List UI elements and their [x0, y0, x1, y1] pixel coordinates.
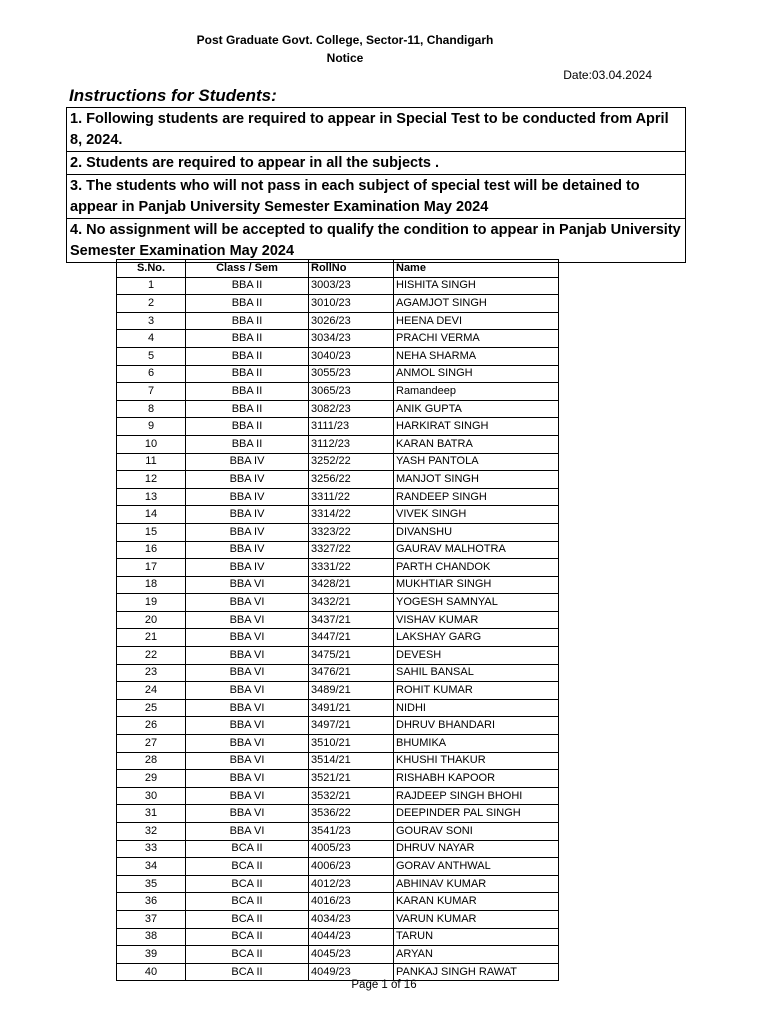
cell-sno: 12 — [117, 471, 186, 489]
table-row — [117, 752, 559, 770]
cell-rollno: 3112/23 — [309, 435, 394, 453]
cell-rollno: 3082/23 — [309, 400, 394, 418]
cell-sno: 32 — [117, 823, 186, 841]
table-row — [117, 594, 559, 612]
cell-sno: 31 — [117, 805, 186, 823]
cell-sno: 2 — [117, 295, 186, 313]
cell-name: ANMOL SINGH — [394, 365, 559, 383]
cell-rollno: 3256/22 — [309, 471, 394, 489]
cell-sno: 24 — [117, 682, 186, 700]
table-row — [117, 664, 559, 682]
cell-rollno: 3489/21 — [309, 682, 394, 700]
cell-class: BBA VI — [186, 594, 309, 612]
cell-name: PRACHI VERMA — [394, 330, 559, 348]
cell-name: KARAN KUMAR — [394, 893, 559, 911]
cell-rollno: 3010/23 — [309, 295, 394, 313]
table-row — [117, 383, 559, 401]
cell-rollno: 4045/23 — [309, 946, 394, 964]
cell-sno: 1 — [117, 277, 186, 295]
cell-rollno: 4005/23 — [309, 840, 394, 858]
table-row — [117, 453, 559, 471]
table-row — [117, 347, 559, 365]
cell-rollno: 3026/23 — [309, 312, 394, 330]
table-row — [117, 770, 559, 788]
cell-sno: 18 — [117, 576, 186, 594]
table-row — [117, 435, 559, 453]
table-row — [117, 928, 559, 946]
table-row — [117, 277, 559, 295]
table-row — [117, 858, 559, 876]
cell-class: BCA II — [186, 840, 309, 858]
cell-class: BBA IV — [186, 541, 309, 559]
cell-sno: 36 — [117, 893, 186, 911]
cell-class: BBA II — [186, 435, 309, 453]
cell-rollno: 3311/22 — [309, 488, 394, 506]
table-row — [117, 541, 559, 559]
cell-class: BCA II — [186, 946, 309, 964]
cell-sno: 15 — [117, 523, 186, 541]
table-row — [117, 805, 559, 823]
column-header-class: Class / Sem — [186, 260, 309, 278]
cell-class: BBA VI — [186, 664, 309, 682]
cell-name: VARUN KUMAR — [394, 910, 559, 928]
cell-sno: 16 — [117, 541, 186, 559]
cell-rollno: 3331/22 — [309, 559, 394, 577]
cell-name: HISHITA SINGH — [394, 277, 559, 295]
cell-sno: 19 — [117, 594, 186, 612]
table-row — [117, 365, 559, 383]
cell-rollno: 3532/21 — [309, 787, 394, 805]
page-number: Page 1 of 16 — [351, 979, 417, 991]
cell-name: GORAV ANTHWAL — [394, 858, 559, 876]
cell-name: DEEPINDER PAL SINGH — [394, 805, 559, 823]
cell-class: BBA VI — [186, 647, 309, 665]
table-row — [117, 735, 559, 753]
cell-class: BBA II — [186, 330, 309, 348]
cell-sno: 25 — [117, 699, 186, 717]
cell-rollno: 3428/21 — [309, 576, 394, 594]
table-header-row — [117, 260, 559, 278]
cell-rollno: 4012/23 — [309, 875, 394, 893]
table-row — [117, 840, 559, 858]
cell-name: ABHINAV KUMAR — [394, 875, 559, 893]
cell-name: ARYAN — [394, 946, 559, 964]
cell-name: LAKSHAY GARG — [394, 629, 559, 647]
cell-name: RANDEEP SINGH — [394, 488, 559, 506]
cell-class: BBA VI — [186, 805, 309, 823]
table-row — [117, 699, 559, 717]
cell-sno: 7 — [117, 383, 186, 401]
cell-rollno: 3476/21 — [309, 664, 394, 682]
cell-name: TARUN — [394, 928, 559, 946]
cell-sno: 4 — [117, 330, 186, 348]
cell-rollno: 4016/23 — [309, 893, 394, 911]
cell-class: BBA II — [186, 347, 309, 365]
cell-class: BBA IV — [186, 506, 309, 524]
cell-sno: 10 — [117, 435, 186, 453]
cell-name: RAJDEEP SINGH BHOHI — [394, 787, 559, 805]
cell-name: YOGESH SAMNYAL — [394, 594, 559, 612]
table-row — [117, 506, 559, 524]
table-row — [117, 312, 559, 330]
cell-name: BHUMIKA — [394, 735, 559, 753]
cell-sno: 22 — [117, 647, 186, 665]
cell-rollno: 3475/21 — [309, 647, 394, 665]
cell-sno: 33 — [117, 840, 186, 858]
cell-rollno: 3323/22 — [309, 523, 394, 541]
table-row — [117, 611, 559, 629]
cell-class: BCA II — [186, 875, 309, 893]
instruction-item: 1. Following students are required to appear in Special Test to be conducted from April 8, 2024. — [67, 108, 685, 152]
table-row — [117, 418, 559, 436]
cell-rollno: 3111/23 — [309, 418, 394, 436]
cell-class: BBA IV — [186, 453, 309, 471]
cell-class: BBA VI — [186, 682, 309, 700]
cell-rollno: 4034/23 — [309, 910, 394, 928]
table-row — [117, 295, 559, 313]
cell-rollno: 3497/21 — [309, 717, 394, 735]
cell-sno: 14 — [117, 506, 186, 524]
cell-class: BBA II — [186, 295, 309, 313]
cell-name: DHRUV NAYAR — [394, 840, 559, 858]
cell-name: ANIK GUPTA — [394, 400, 559, 418]
cell-rollno: 3491/21 — [309, 699, 394, 717]
cell-rollno: 3536/22 — [309, 805, 394, 823]
table-row — [117, 823, 559, 841]
cell-rollno: 3252/22 — [309, 453, 394, 471]
cell-name: HARKIRAT SINGH — [394, 418, 559, 436]
cell-name: NIDHI — [394, 699, 559, 717]
table-row — [117, 559, 559, 577]
cell-class: BBA VI — [186, 823, 309, 841]
cell-name: DHRUV BHANDARI — [394, 717, 559, 735]
cell-rollno: 3040/23 — [309, 347, 394, 365]
table-body — [117, 277, 559, 981]
cell-rollno: 3521/21 — [309, 770, 394, 788]
cell-class: BCA II — [186, 910, 309, 928]
cell-sno: 21 — [117, 629, 186, 647]
cell-class: BBA II — [186, 277, 309, 295]
cell-rollno: 3314/22 — [309, 506, 394, 524]
table-row — [117, 629, 559, 647]
cell-sno: 40 — [117, 963, 186, 981]
cell-name: DIVANSHU — [394, 523, 559, 541]
cell-class: BBA IV — [186, 559, 309, 577]
cell-name: VIVEK SINGH — [394, 506, 559, 524]
table-row — [117, 875, 559, 893]
cell-rollno: 3065/23 — [309, 383, 394, 401]
instruction-item: 4. No assignment will be accepted to qualify the condition to appear in Panjab University Semester Examination May 2024 — [67, 219, 685, 263]
cell-rollno: 4044/23 — [309, 928, 394, 946]
table-row — [117, 787, 559, 805]
cell-sno: 3 — [117, 312, 186, 330]
college-name: Post Graduate Govt. College, Sector-11, Chandigarh — [196, 33, 494, 47]
cell-class: BBA II — [186, 365, 309, 383]
cell-class: BBA VI — [186, 629, 309, 647]
cell-sno: 34 — [117, 858, 186, 876]
cell-class: BBA VI — [186, 576, 309, 594]
student-table — [116, 259, 559, 981]
cell-sno: 39 — [117, 946, 186, 964]
cell-class: BBA IV — [186, 471, 309, 489]
table-row — [117, 910, 559, 928]
cell-sno: 13 — [117, 488, 186, 506]
cell-class: BCA II — [186, 963, 309, 981]
cell-name: RISHABH KAPOOR — [394, 770, 559, 788]
cell-sno: 23 — [117, 664, 186, 682]
table-row — [117, 400, 559, 418]
cell-name: AGAMJOT SINGH — [394, 295, 559, 313]
cell-rollno: 3447/21 — [309, 629, 394, 647]
table-row — [117, 647, 559, 665]
column-header-rollno: RollNo — [309, 260, 394, 278]
table-row — [117, 717, 559, 735]
cell-rollno: 3437/21 — [309, 611, 394, 629]
cell-class: BBA II — [186, 383, 309, 401]
cell-name: GOURAV SONI — [394, 823, 559, 841]
cell-class: BBA II — [186, 400, 309, 418]
cell-rollno: 3510/21 — [309, 735, 394, 753]
cell-class: BBA VI — [186, 735, 309, 753]
cell-name: VISHAV KUMAR — [394, 611, 559, 629]
cell-class: BBA II — [186, 418, 309, 436]
cell-name: PARTH CHANDOK — [394, 559, 559, 577]
cell-class: BBA VI — [186, 611, 309, 629]
cell-class: BBA VI — [186, 770, 309, 788]
table-row — [117, 893, 559, 911]
cell-class: BBA VI — [186, 787, 309, 805]
cell-class: BBA VI — [186, 752, 309, 770]
cell-sno: 35 — [117, 875, 186, 893]
cell-sno: 37 — [117, 910, 186, 928]
cell-rollno: 4006/23 — [309, 858, 394, 876]
cell-sno: 20 — [117, 611, 186, 629]
cell-class: BBA IV — [186, 488, 309, 506]
table-row — [117, 330, 559, 348]
cell-name: GAURAV MALHOTRA — [394, 541, 559, 559]
cell-name: NEHA SHARMA — [394, 347, 559, 365]
cell-sno: 5 — [117, 347, 186, 365]
cell-sno: 26 — [117, 717, 186, 735]
cell-name: ROHIT KUMAR — [394, 682, 559, 700]
notice-heading: Notice — [326, 51, 364, 65]
cell-class: BBA VI — [186, 699, 309, 717]
cell-rollno: 3514/21 — [309, 752, 394, 770]
cell-class: BCA II — [186, 928, 309, 946]
cell-sno: 30 — [117, 787, 186, 805]
cell-name: MUKHTIAR SINGH — [394, 576, 559, 594]
cell-rollno: 3003/23 — [309, 277, 394, 295]
cell-class: BBA VI — [186, 717, 309, 735]
cell-sno: 27 — [117, 735, 186, 753]
cell-rollno: 3327/22 — [309, 541, 394, 559]
table-row — [117, 946, 559, 964]
cell-name: KARAN BATRA — [394, 435, 559, 453]
cell-name: HEENA DEVI — [394, 312, 559, 330]
cell-class: BBA II — [186, 312, 309, 330]
cell-name: KHUSHI THAKUR — [394, 752, 559, 770]
column-header-sno: S.No. — [117, 260, 186, 278]
cell-name: MANJOT SINGH — [394, 471, 559, 489]
column-header-name: Name — [394, 260, 559, 278]
cell-class: BCA II — [186, 858, 309, 876]
cell-rollno: 4049/23 — [309, 963, 394, 981]
cell-name: Ramandeep — [394, 383, 559, 401]
instruction-item: 3. The students who will not pass in each subject of special test will be detained to appear in Panjab University Semester Examination May 2024 — [67, 175, 685, 219]
cell-sno: 38 — [117, 928, 186, 946]
cell-rollno: 3432/21 — [309, 594, 394, 612]
cell-sno: 29 — [117, 770, 186, 788]
cell-sno: 6 — [117, 365, 186, 383]
notice-date: Date:03.04.2024 — [563, 68, 652, 82]
cell-sno: 17 — [117, 559, 186, 577]
table-row — [117, 471, 559, 489]
table-row — [117, 523, 559, 541]
cell-name: PANKAJ SINGH RAWAT — [394, 963, 559, 981]
cell-sno: 28 — [117, 752, 186, 770]
cell-rollno: 3034/23 — [309, 330, 394, 348]
instruction-item: 2. Students are required to appear in all the subjects . — [67, 152, 685, 175]
cell-sno: 9 — [117, 418, 186, 436]
cell-name: YASH PANTOLA — [394, 453, 559, 471]
cell-name: SAHIL BANSAL — [394, 664, 559, 682]
cell-rollno: 3055/23 — [309, 365, 394, 383]
cell-class: BBA IV — [186, 523, 309, 541]
cell-rollno: 3541/23 — [309, 823, 394, 841]
instructions-title: Instructions for Students: — [69, 86, 277, 105]
table-row — [117, 488, 559, 506]
cell-sno: 11 — [117, 453, 186, 471]
cell-sno: 8 — [117, 400, 186, 418]
cell-name: DEVESH — [394, 647, 559, 665]
cell-class: BCA II — [186, 893, 309, 911]
instructions-box — [66, 107, 686, 263]
table-row — [117, 682, 559, 700]
table-row — [117, 576, 559, 594]
